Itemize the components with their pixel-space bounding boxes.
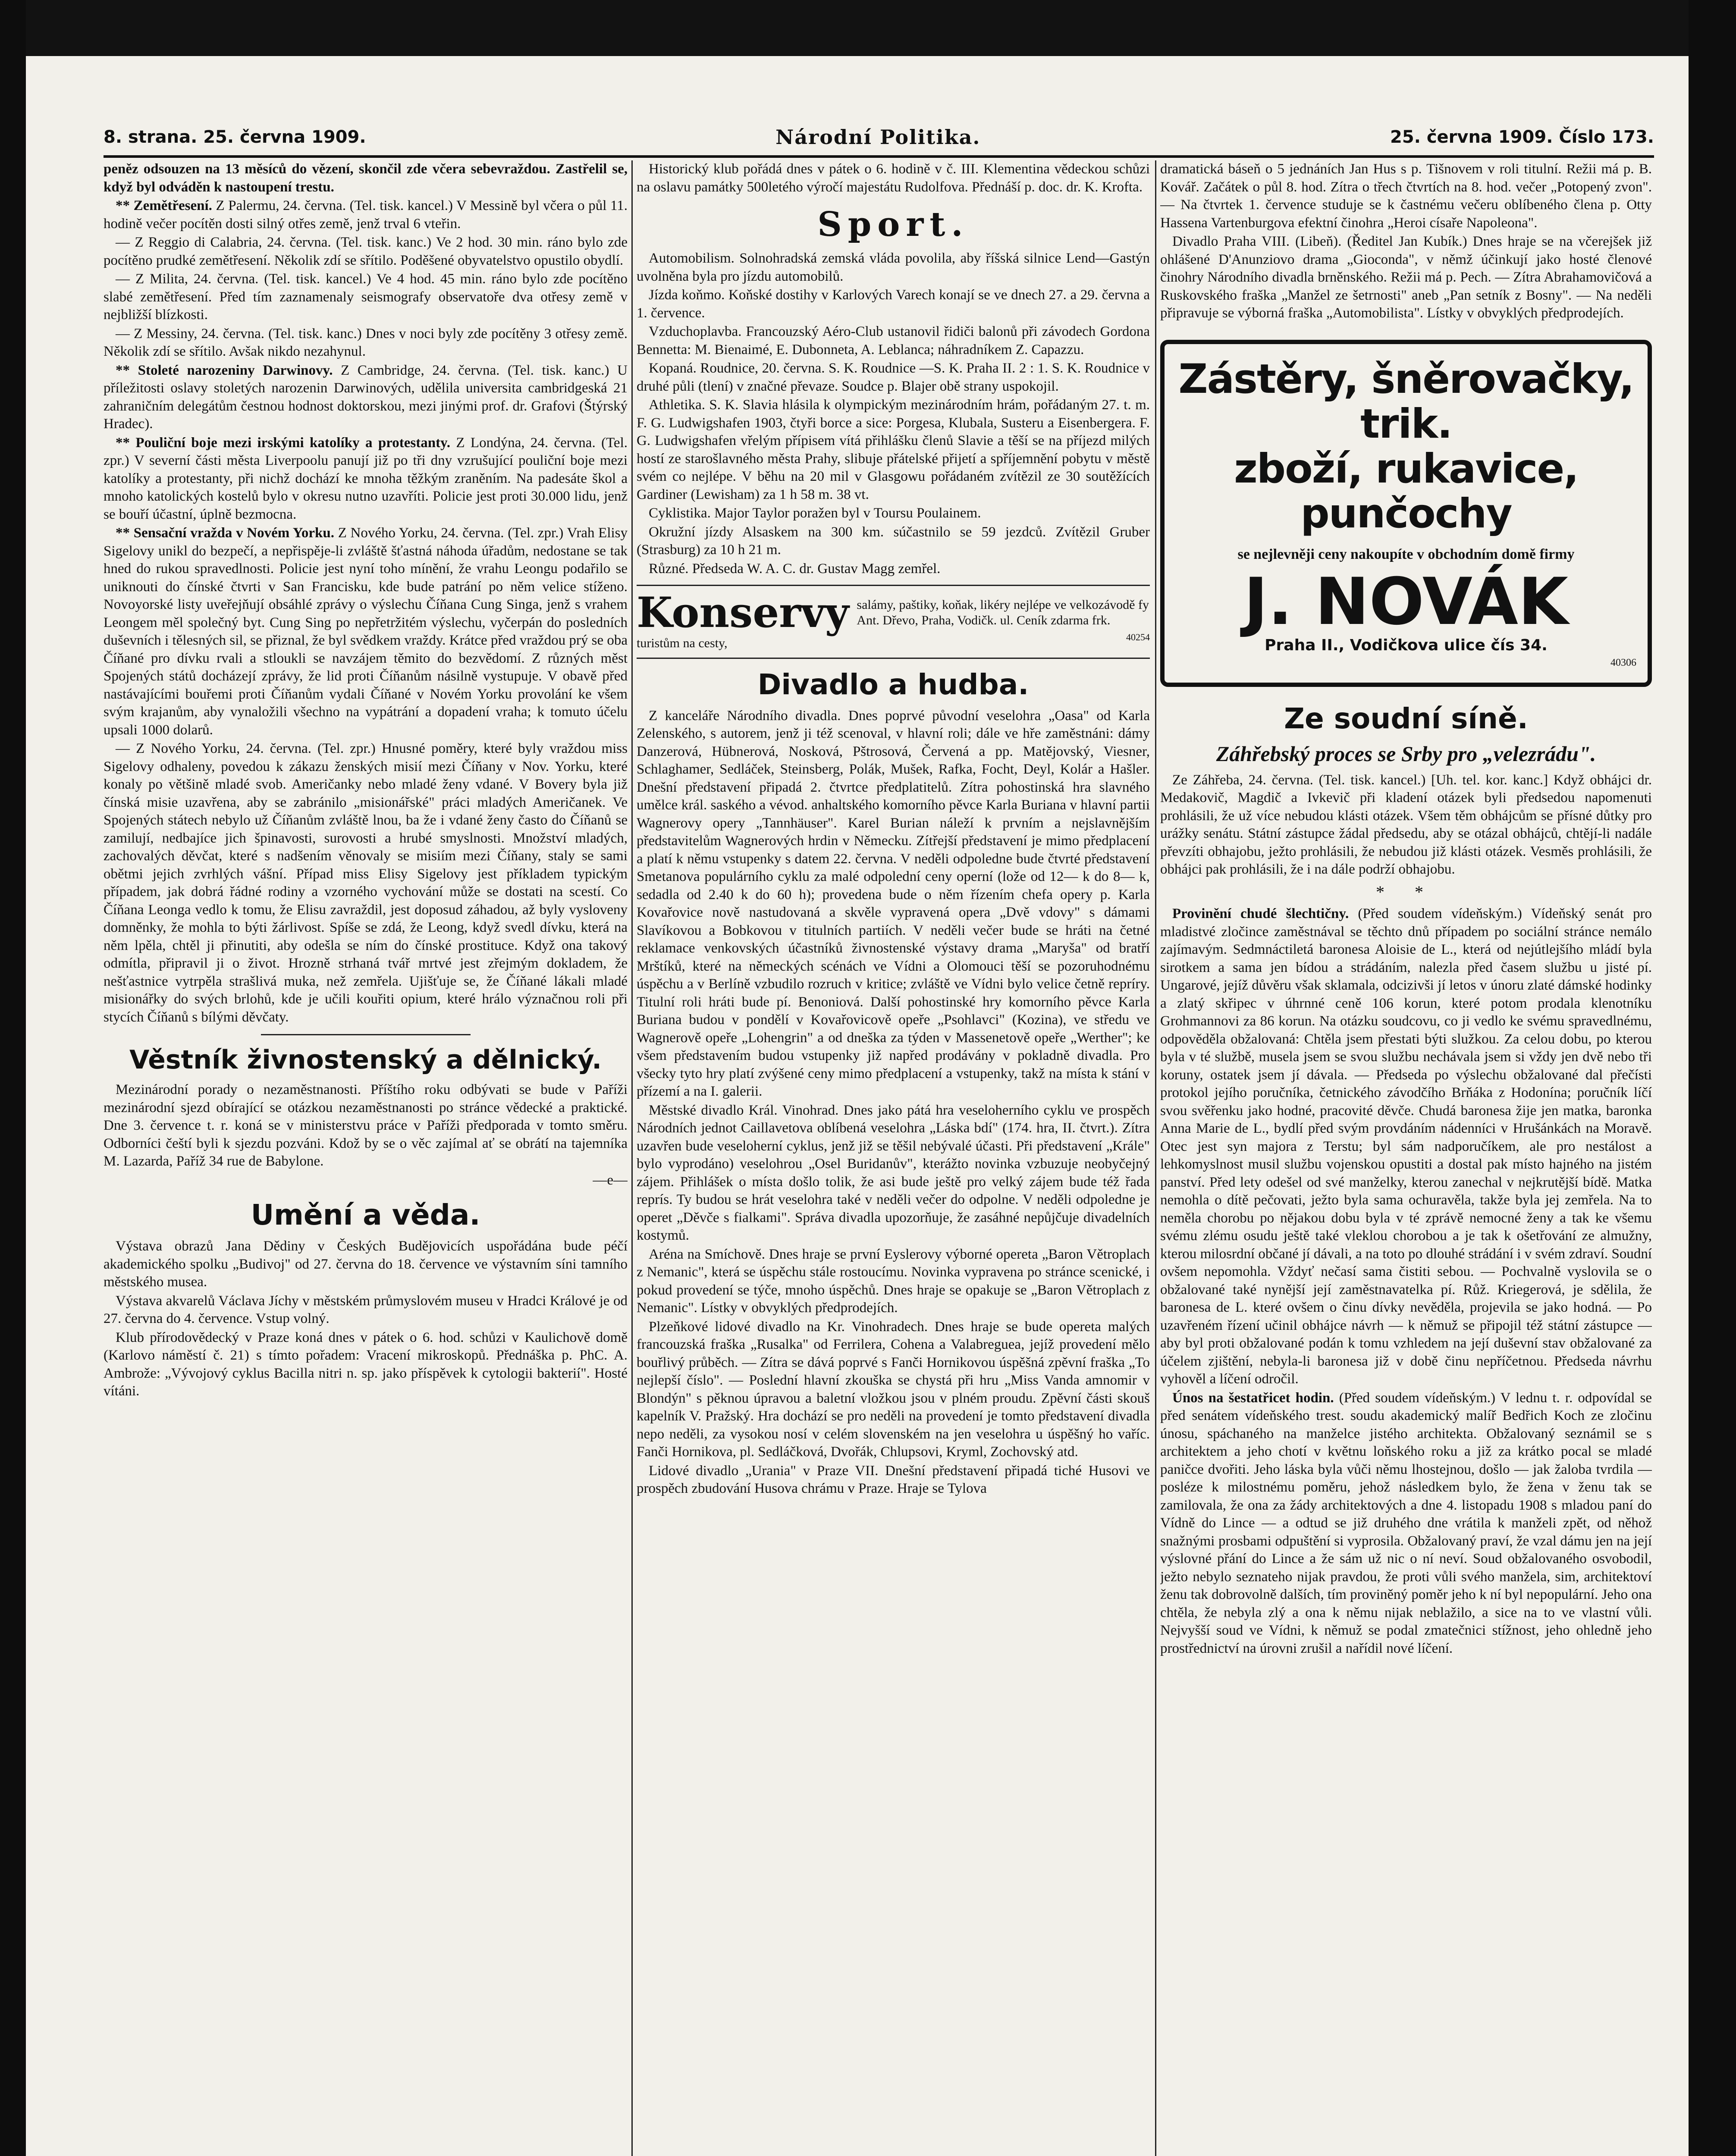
separator — [261, 1034, 471, 1035]
scan-border-top — [0, 0, 1736, 56]
article-abduction — [1160, 1389, 1652, 1658]
article-signature: —e— — [593, 1172, 628, 1188]
article-new-york-murder — [104, 524, 628, 739]
theatre-urania-cont: dramatická báseň o 5 jednáních Jan Hus s p. Tišnovem v roli titulní. Režii má p. B. Kovář. Začátek o půl 8. hod. Zítra o třech čtvrtích na 8. hod. večer „Potopený zvon". — Na čtvrtek 1. července studuje se k častnému večeru oblíbeného člena p. Otty Hassena Vartenburgova efektní činohra „Heroi císaře Napoleona". — [1160, 161, 1652, 231]
advert-konservy-code: 40254 — [1126, 632, 1150, 642]
article-darwin — [104, 362, 628, 433]
article-exhibition-jicha: Výstava akvarelů Václava Jíchy v městském průmyslovém museu v Hradci Králové je od 27. června do 4. července. Vstup volný. — [104, 1293, 628, 1326]
article-liverpool — [104, 434, 628, 524]
advert-novak-address: Praha II., Vodičkova ulice čís 34. — [1265, 636, 1548, 654]
advert-konservy-sub: turistům na cesty, — [637, 636, 728, 650]
column-2 — [637, 160, 1150, 2156]
article-text: (Před soudem vídeňským.) V lednu t. r. odpovídal se před senátem vídeňského trest. soudu akademický malíř Bedřich Koch ze zločinu únosu, spáchaného na manželce jistého architekta. Obžalovaný seznámil se s architektem a jeho chotí v květnu loňského roku a již za krátko pocal se mladé paničce dvořiti. Jeho láska byla vůči němu lhostejnou, došlo — jak žaloba tvrdila — posléze k milostnému poměru, jehož následkem bylo, že žena v ženu tak se zamilovala, že ona za žády architektových a dne 4. listopadu 1908 s mladou paní do Vídně do Lince — a odtud se již druhého dne vrátila k manželi zpět, od něhož snažnými prosbami odpuštění si vyprosila. Obžalovaný praví, že vzal dámu jen na její výslovné přání do Lince a že sám už nic o ní neví. Soud obžalovaného osvobodil, ježto nebylo seznateho nijak pravdou, že proti vůli svého manžela, sim, architektoví ženu tak dobrovolně dalších, tím proviněný poměr jeho k ní byl nepopulární. Jeho ona chtěla, že nebyla zlý a ona k němu nijak neblažilo, a sice na to ve vlastní vůli. Nejvyšší soud ve Vídni, k němuž se podal zmatečnici stížnost, jeho ohledně jeho prostřednictví na úrovni zrušil a nařídil nové líčení. — [1160, 1390, 1652, 1656]
header-rule — [104, 155, 1654, 158]
advert-konservy-text: salámy, paštiky, koňak, likéry nejlépe ve velkozávodě fy Ant. Dřevo, Praha, Vodičk. ul. Ceník zdarma frk. — [857, 598, 1149, 627]
article-lead: ** Pouliční boje mezi irskými katolíky a protestanty. — [116, 435, 450, 451]
article-continuation: peněz odsouzen na 13 měsíců do vězení, skončil zde včera sebevraždou. Zastřelil se, když byl odváděn k nastoupení trestu. — [104, 161, 628, 195]
scan-border-right — [1689, 0, 1736, 2156]
theatre-summer-vinohrady: Plzeňkové lidové divadlo na Kr. Vinohradech. Dnes hraje se bude opereta malých francouzská fraška „Rusalka" od Ferrilera, Cohena a Valabregueа, jejíž provedení mělo bouřlivý průběch. — Zítra se dává poprvé s Fanči Hornikovou úspěšná zpěvní fraška „To nejlepší číslo". — Poslední hlavní zkouška se chystá při hru „Miss Vanda amnomir v Blondýn" s pěknou úpravou a baletní vložkou jsou v plném proudu. Zpěvní části skouš kapelník V. Pražský. Hra dochází se pro neděli na provedení je tomto představení divadla nepo neděli, za vysokou nosí v celém slovenském na jen veselohra u úspěšný ho vaříc. Fanči Hornikova, pl. Sedláčková, Dvořák, Chlupsovi, Kryml, Zochovský atd. — [637, 1319, 1150, 1460]
section-title-divadlo: Divadlo a hudba. — [757, 667, 1029, 701]
article-lead: Provinění chudé šlechtičny. — [1172, 906, 1349, 921]
sport-ballooning: Vzduchoplavba. Francouzský Aéro-Club ustanovil řidiči balonů při závodech Gordona Bennetta: M. Bienaimé, E. Dubonneta, A. Leblanca; náhradníkem Z. Capazzu. — [637, 324, 1150, 357]
article-title-zagreb: Záhřebský proces se Srby pro „velezrádu". — [1216, 741, 1596, 766]
article-lead: ** Zemětřesení. — [116, 198, 212, 213]
sport-alsace-ride: Okružní jízdy Alsaskem na 300 km. súčastnilo se 59 jezdců. Zvítězil Gruber (Strasburg) za 10 h 21 m. — [637, 524, 1150, 558]
advert-novak — [1160, 340, 1652, 687]
section-title-sport: Sport. — [817, 205, 969, 244]
article-lead: ** Sensační vražda v Novém Yorku. — [116, 525, 334, 541]
sport-misc: Různé. Předseda W. A. C. dr. Gustav Magg zemřel. — [649, 561, 941, 577]
column-rule-2 — [1155, 160, 1156, 2156]
article-science-club: Klub přírodovědecký v Praze koná dnes v pátek o 6. hod. schůzi v Kaulichově domě (Karlovo náměstí č. 21) s tímto pořadem: Vracení mikroskopů. Přednáška p. PhC. A. Ambrože: „Vývojový cyklus Bacilla nitri n. sp. jako příspěvek k cytologii bakterií". Hosté vítáni. — [104, 1329, 628, 1399]
advert-novak-code: 40306 — [1610, 657, 1636, 668]
column-3 — [1160, 160, 1652, 2156]
sport-athletics: Athletika. S. K. Slavia hlásila k olympickým mezinárodním hrám, pořádaným 27. t. m. F. G. Ludwigshafen 1903, čtyři borce a sice: Porgesa, Klubala, Susteru a Eisenbergera. F. G. Ludwigshafen vřelým přípisem vítá přihlášku členů Slavie a těší se na příjezd milých hostí ze starošlavného města Prahy, slibuje přátelské přijetí a spříjemnění pobytu v městě svém co nejlépe. V běhu na 20 mil v Glasgowu pořádaném zvítězil ze 30 soutěžících Gardiner (Lewisham) za 1 h 58 m. 38 vt. — [637, 397, 1150, 502]
advert-novak-line2: zboží, rukavice, punčochy — [1234, 445, 1578, 537]
article-earthquake-palermo — [104, 197, 628, 233]
sport-automobilism: Automobilism. Solnohradská zemská vláda povolila, aby říšská silnice Lend—Gastýn uvolněna byla pro jízdu automobilů. — [637, 251, 1150, 284]
section-title-umeni: Umění a věda. — [251, 1198, 480, 1232]
advert-konservy-left — [637, 588, 849, 652]
article-text: Z Londýna, 24. června. (Tel. zpr.) V severní části města Liverpoolu panují již po tři dny vzrušující pouliční boje mezi katolíky a protestanty, při nichž dochází ke mnoha těžkým zraněním. Na padesáte škol a mnoho katolických kostelů bylo v okresu nutno uzavříti. Policie jest proti 30.000 lidu, jenž se bouří účastní, úplně bezmocna. — [104, 435, 628, 522]
article-zagreb-trial: Ze Záhřeba, 24. června. (Tel. tisk. kancel.) [Uh. tel. kor. kanc.] Když obhájci dr. Medakovič, Magdič a Ivkevič při kladení otázek byli předsedou napomenuti prohlásili, že už více nebudou klásti otázek. Všem těm obhájcům se přísné důtky pro urážky senátu. Státní zástupce žádal předsedu, aby se otázal obhájců, chtějí-li nadále převzíti obhajobu, ježto prohlásili, že nebudou již klásti otázek. Vesměs prohlásili, že obhájci pak prohlásili, že i na dále podrží obhajobu. — [1160, 772, 1652, 877]
theatre-urania: Lidové divadlo „Urania" v Praze VII. Dnešní představení připadá tiché Husovi ve prospěch zbudování Husova chrámu v Praze. Hraje se Tylova — [637, 1463, 1150, 1496]
section-title-vestnik: Věstník živnostenský a dělnický. — [129, 1045, 602, 1075]
article-text: Z Palermu, 24. června. (Tel. tisk. kancel.) V Messině byl včera o půl 11. hodině večer pocítěn dosti silný otřes země, jenž trval 6 vteřin. — [104, 198, 628, 232]
article-baroness — [1160, 905, 1652, 1388]
article-exhibition-dedina: Výstava obrazů Jana Dědiny v Českých Budějovicích uspořádána bude péčí akademického spolku „Budivoj" od 27. června do 18. července ve výstavním síni tamního městského musea. — [104, 1238, 628, 1290]
header-date-issue: 25. června 1909. Číslo 173. — [1390, 127, 1654, 147]
theatre-liben: Divadlo Praha VIII. (Libeň). (Ředitel Jan Kubík.) Dnes hraje se na včerejšek již ohlášené D'Anunziovo drama „Gioconda", v němž účinkují jako hosté členové činohry Národního divadla brněnského. Režii má p. Pech. — Zítra Abrahamovičová a Ruskovského fraška „Manžel ze šetrnosti" aneb „Pan setník z Bosny". — Na neděli připravuje se výborná fraška „Automobilista". Lístky v obvyklých předprodejích. — [1160, 234, 1652, 321]
article-text: (Před soudem vídeňským.) Vídeňský senát pro mladistvé zločince zaměstnával se těchto dnů případem po sociální stránce nemálo zajímavým. Sedmnáctiletá baronesa Aloisie de L., která od nejútlejšího mládí byla sirotkem a sama jen bídou a strádáním, nalezla před časem službu u jisté pí. Ungarové, jejíž důvěru však sklamala, odcizivši jí letos v únoru zlaté dámské hodinky a zlatý skřipec v úhrnné ceně 106 korun, které potom prodala klenotníku Grohmannovi za 86 korun. Na otázku soudcovu, co ji vedlo ke svému spravedlnému, odpověděla obžalovaná: Chtěla jsem přestati býti služkou. Za celou dobu, po kterou byla v té službě, musela jsem se svou službu nechávala jsem si vždy jen dvě nebo tři koruny, ostatek jsem jí dávala. — Předseda po výslechu obžalované dal přečísti protokol jejího poručníka, četnického závodčího Brňáka z Hodonína; poručník líčí svou svěřenku jako hodné, pracovité děvče. Chudá baronesa žije jen matka, baronka Anna Marie de L., bydlí před svým provdáním nádenníci v Hrušánkách na Moravě. Otec jest syn majora z Terstu; byl sám nadporučíkem, ale pro nestálost a lehkomyslnost musil službu vojenskou opustiti a dostal pak místo hajného na jistém panství. Před lety odešel od své manželky, kterou zanechal v nejkrutější bídě. Matka nemohla o dítě pečovati, ježto byla sama ochuravěla, takže byla jej zemřela. Na to neměla chorobu po nějakou dobu byla v té zprávě nemocné ženy a tak ke všemu svému zlému osudu ještě také vleklou chorobou a je tak k ošetřování ze almužny, kterou milosrdní občané jí dávali, a na toto po dlouhé strádání i v svém zdraví. Soudní ovšem nepomohla. Vždyť nečasí sama čistiti sebou. — Pochvalně vyslovila se o obžalované také nynější její zaměstnavatelka pí. Růž. Kriegerová, je sdělila, že baronesa de L. které ovšem o činu dívky nevěděla, projevila se jako hodná. — Po uzavřeném řízení učinil obhájce návrh — k němuž se připojil též státní zástupce — aby byl proti obžalované podán k tomu vzhledem na její duševní stav obžalované za účelem zjištění, nebyla-li baronesa již v době činu nepříčetnou. Předseda návrhu vyhověl a líčení odročil. — [1160, 906, 1652, 1387]
sport-football: Kopaná. Roudnice, 20. června. S. K. Roudnice —S. K. Praha II. 2 : 1. S. K. Roudnice v druhé půli (tlení) v značné převaze. Soudce p. Blajer obě strany uspokojil. — [637, 360, 1150, 394]
article-historical-club: Historický klub pořádá dnes v pátek o 6. hodině v č. III. Klementina vědeckou schůzi na oslavu památky 500letého výročí majestátu Rudolfova. Přednáší p. doc. dr. K. Krofta. — [637, 161, 1150, 195]
article-new-york-missions: — Z Nového Yorku, 24. června. (Tel. zpr.) Hnusné poměry, které byly vraždou miss Sigelovy odhaleny, povedou k zákazu ženských misií mezi Číňany v Nov. Yorku, které konaly po většině mladé svob. Američanky nebo mladé ženy vdané. V Bovery byla již čínská misie uzavřena, aby se zabránilo „misionářské" práci mladých Američanek. Ve Spojených státech nebylo už Číňanům zvláště lnou, ba že i vdané ženy často do Číňanů se zamilují, nedbajíce jich špinavosti, surovosti a hrubé smyslnosti. Množství mladých, zachovalých děvčat, které s nadšením věnovaly se misiím mezi Číňany, staly se sami obětmi jejich zvrhlých vášní. Případ miss Elisy Sigelovy jest příkladem typickým případem, jak dobrá řádné rodiny a vzorného vychování může se dostati na scestí. Co Číňana Leonga vedlo k tomu, že Elisu zavraždil, jest doposud záhadou, až byly vysloveny domněnky, že mohla to býti žárlivost. Spíše se zdá, že Leong, když svedl dívku, která na něm lpěla, chtěl ji přinutiti, aby odešla se ním do čínské prostituce. Když ona takový odmítla, připravil ji o život. Hrozně strhaná tvář mrtvé jest zřejmým dokladem, že nešťastnice vytrpěla strašlivá muka, než zemřela. Ujišťuje se, že Číňané lákali mladé misionářky do svých brlohů, kde je učili kouřiti opium, které hrálo význačnou roli při stycích Číňanů s bílými děvčaty. — [104, 741, 628, 1025]
separator-stars: * * — [1376, 882, 1436, 902]
masthead: Národní Politika. — [775, 125, 981, 149]
theatre-vinohrady: Městské divadlo Král. Vinohrad. Dnes jako pátá hra veseloherního cyklu ve prospěch Národních jednot Caillavetova oblíbená veselohra „Láska bdí" (174. hra, II. čtvrt.). Zítra uzavřen bude veseloherní cyklus, jenž již se těšil nebývalé účasti. Při představení „Krále" bylo vyprodáno) veselohrou „Osel Buridanův", kterážto novinka vzbuzuje neobyčejný zájem. Přihlášek o místa došlo tolik, že asi bude ještě pro velký zájem bude též řada reprís. Ty budou se hrát veselohra také v neděli večer do odpolne. V neděli odpoledne je operet „Děvče s fialkami". Správa divadla upozorňuje, že zasáhné nepůjčuje divadelních kostymů. — [637, 1102, 1150, 1243]
column-1 — [104, 160, 628, 2156]
advert-konservy — [637, 585, 1150, 659]
article-earthquake-reggio: — Z Reggio di Calabria, 24. června. (Tel. tisk. kanc.) Ve 2 hod. 30 min. ráno bylo zde pocítěno prudké zemětřesení. Několik zdí se sřítilo. Poděšené obyvatelstvo opustilo obydlí. — [104, 235, 628, 268]
advert-novak-line1: Zástěry, šněrovačky, trik. — [1178, 355, 1634, 448]
column-rule-1 — [631, 160, 633, 2156]
article-lead: Únos na šestatřicet hodin. — [1172, 1390, 1334, 1406]
article-lead: ** Stoleté narozeniny Darwinovy. — [116, 362, 333, 378]
theatre-smichov-arena: Aréna na Smíchově. Dnes hraje se první Eyslerovy výborné opereta „Baron Větroplach z Nemanic", která se úspěchu stále rostoucímu. Novinka vypravena po stránce scenické, i pokud provedení se týče, mnoho úspěchů. Dnes hraje se opakuje se „Baron Větroplach z Nemanic". Lístky v obvyklých předprodejích. — [637, 1246, 1150, 1316]
scan-border-left — [0, 0, 26, 2156]
advert-novak-note: se nejlevněji ceny nakoupíte v obchodním domě firmy — [1237, 546, 1575, 562]
advert-novak-name: J. NOVÁK — [1243, 564, 1569, 639]
advert-konservy-right — [857, 597, 1150, 646]
advert-konservy-word: Konservy — [637, 588, 849, 637]
article-unemployment: Mezinárodní porady o nezaměstnanosti. Příštího roku odbývati se bude v Paříži mezinárodní sjezd obírající se otázkou nezaměstnanosti po stránce vědecké a praktické. Dne 3. července t. r. koná se v ministerstvu práce v Paříži předporada v tomto směru. Odborníci čeští byli k sjezdu pozváni. Kdož by se o věc zajímal ať se obrátí na tajemníka M. Lazarda, Paříž 34 rue de Babylone. — [104, 1082, 628, 1169]
article-text: Z Nového Yorku, 24. června. (Tel. zpr.) Vrah Elisy Sigelovy unikl do bezpečí, a nepřispěje-li zvláště šťastná náhoda úřadům, nedostane se tak hned do rukou spravedlnosti. Policie jest nyní toho mínění, že vrahu Leongu podařilo se uniknouti do čínské čtvrti v San Francisku, kde bude patrání po něm velice stíženo. Novoyorské listy uveřejňují obsáhlé zprávy o výslechu Číňana Cung Singa, jenž s vrahem Leongem měl společný byt. Cung Sing po nepřetržitém výslechu, vyčerpán do posledních duševních i tělesných sil, se přiznal, že byl svědkem vraždy. Krátce před vraždou prý se oba Číňané pro dívku rvali a stloukli se navzájem těmito do bezvědomí. Z různých měst Spojených států docházejí zprávy, že lid proti Číňanům násilně vystupuje. V obavě před nastávajícími bouřemi proti Číňanům vydali Číňané v Novém Yorku provolání ke všem svým krajanům, aby vynaložili všechno na vypátrání a dopadení vraha; k tomuto účelu upsali 1000 dolarů. — [104, 525, 628, 738]
article-text: Z Cambridge, 24. června. (Tel. tisk. kanc.) U příležitosti oslavy stoletých narozenin Darwinových, udělila universita cambridgeská 21 zahraničním delegátům čestnou hodnost doktorskou, mezi jinými prof. dr. Grafovi (Štýrský Hradec). — [104, 362, 628, 432]
theatre-national: Z kanceláře Národního divadla. Dnes poprvé původní veselohra „Oasa" od Karla Zelenského, s autorem, jenž ji též scenoval, v hlavní roli; dále ve hře zaměstnáni: dámy Danzerová, Hübnerová, Nosková, Pštrosová, Červená a pp. Matějovský, Viesner, Schlaghamer, Sedláček, Steinsberg, Polák, Mušek, Rafka, Focht, Deyl, Kolár a Hašler. Dnešní představení připadá 2. čtvrtce předplatitelů. Zítra pohostinská hra slavného umělce král. saského a vévod. anhaltského komorního pěvce Karla Buriana v hlavní partii Wagnerovy opery „Tannhäuser". Karel Burian náleží k prvním a nejslavnějším představitelům Wagnerových hrdin v Německu. Zítřejší představení je mimo předplacení a platí k němu vstupenky s datem 22. června. V neděli odpoledne bude čtvrté představení Smetanova populárního cyklu za malé odpolední ceny operní (lože od 12— k do 8— k, sedadla od 2.40 k do 60 h); provedena bude o něm řízením chefa opery p. Karla Kovařovice nově nastudovaná a skvěle vypravená opera „Dvě vdovy" s dámami Slavíkovou a Bobkovou v titulních partiích. V neděli večer bude se hráti na četné reklamace venkovských účastníků živnostenské výstavy drama „Maryša" od bratří Mrštíků, které na německých scénách ve Vídni a Olomouci těší se pozoruhodnému úspěchu a v Berlíně vzbudilo rozruch v kritice; zvláště ve Vídni bylo velice četně repríry. Titulní roli hráti bude pí. Benoniová. Další pohostinské hry komorního pěvce Karla Buriana budou v pondělí v Kovařovicově opeře „Psohlavci" (Kozina), ve středu ve Wagnerově opeře „Lohengrin" a od dneška za týden v Massenetově opeře „Werther"; ke všem představením budou vstupenky již napřed prodávány v pokladně divadla. Pro všecky tyto hry platí zvýšené ceny mimo předplacení a vstupenky, takž na místa k stání v přízemí a na I. galerii. — [637, 708, 1150, 1099]
page-header — [104, 120, 1654, 154]
sport-horse-racing: Jízda koňmo. Koňské dostihy v Karlových Varech konají se ve dnech 27. a 29. června a 1. července. — [637, 287, 1150, 321]
header-page-date: 8. strana. 25. června 1909. — [104, 127, 366, 147]
article-earthquake-messina: — Z Messiny, 24. června. (Tel. tisk. kanc.) Dnes v noci byly zde pocítěny 3 otřesy země. Několik zdí se sřítilo. Avšak nikdo nezahynul. — [104, 326, 628, 359]
article-earthquake-milito: — Z Milita, 24. června. (Tel. tisk. kancel.) Ve 4 hod. 45 min. ráno bylo zde pocítěno slabé zemětřesení. Před tím zaznamenaly seismografy observatoře dva otřesy země v nejbližší blízkosti. — [104, 271, 628, 323]
section-title-soud: Ze soudní síně. — [1284, 702, 1528, 735]
sport-cycling: Cyklistika. Major Taylor poražen byl v Toursu Poulainem. — [649, 505, 981, 521]
